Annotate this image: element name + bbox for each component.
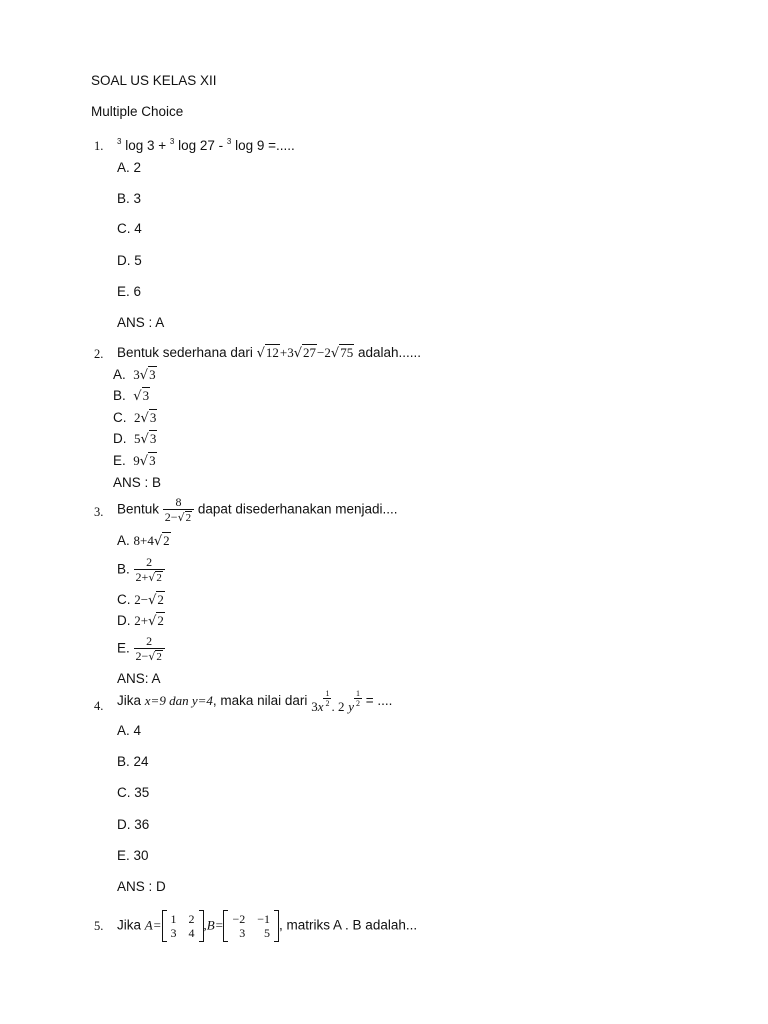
option-b: B. 24 [117, 754, 149, 769]
option-c: C. 2√3 [113, 410, 157, 426]
answer: ANS : B [113, 475, 162, 490]
question-number: 5. [94, 919, 104, 933]
question-5-text: Jika A= 1 2 3 4 ,B= −2 −1 3 5 , matriks A . B adalah... [117, 912, 418, 940]
option-d: D. 5 [117, 253, 142, 268]
option-a: A. 2 [117, 160, 142, 175]
option-e: E. 6 [117, 284, 142, 299]
question-number: 4. [94, 699, 104, 713]
answer: ANS : A [117, 315, 165, 330]
question-1-text: $^3$ log 3 + $^3$ log 27 - $^3$ log 9 =..... [117, 136, 295, 153]
option-b: B. $\frac{2}{2+√2}$ [117, 556, 165, 584]
question-2-text: Bentuk sederhana dari √12+3√27−2√75 adalah...... [117, 345, 421, 361]
option-d: D. 2+√2 [117, 613, 164, 629]
question-number: 3. [94, 505, 104, 519]
section-heading: Multiple Choice [91, 104, 184, 119]
document-title: SOAL US KELAS XII [91, 73, 217, 88]
option-b: B. 3 [117, 191, 142, 206]
question-3-text: Bentuk $\frac{8}{2-√2}$ dapat disederhanakan menjadi.... [117, 495, 398, 524]
option-d: D. 5√3 [113, 431, 157, 447]
option-e: E. 30 [117, 848, 149, 863]
question-4-text: Jika x=9 dan y=4, maka nilai dari 3x $\frac{1}{2}$ . 2 y $\frac{1}{2}$ = .... [117, 689, 393, 714]
answer: ANS: A [117, 671, 161, 686]
answer: ANS : D [117, 879, 166, 894]
question-number: 1. [94, 139, 104, 153]
option-a: A. 8+4√2 [117, 533, 170, 549]
option-a: A. 4 [117, 723, 142, 738]
option-c: C. 4 [117, 221, 142, 236]
option-e: E. 9√3 [113, 453, 156, 469]
matrix-b: −2 −1 3 5 [223, 910, 279, 942]
option-e: E. $\frac{2}{2-√2}$ [117, 635, 165, 663]
option-a: A. 3√3 [113, 367, 156, 383]
option-b: B. √3 [113, 388, 150, 404]
matrix-a: 1 2 3 4 [162, 910, 204, 942]
question-number: 2. [94, 347, 104, 361]
option-c: C. 2−√2 [117, 592, 164, 608]
option-d: D. 36 [117, 817, 150, 832]
option-c: C. 35 [117, 785, 150, 800]
